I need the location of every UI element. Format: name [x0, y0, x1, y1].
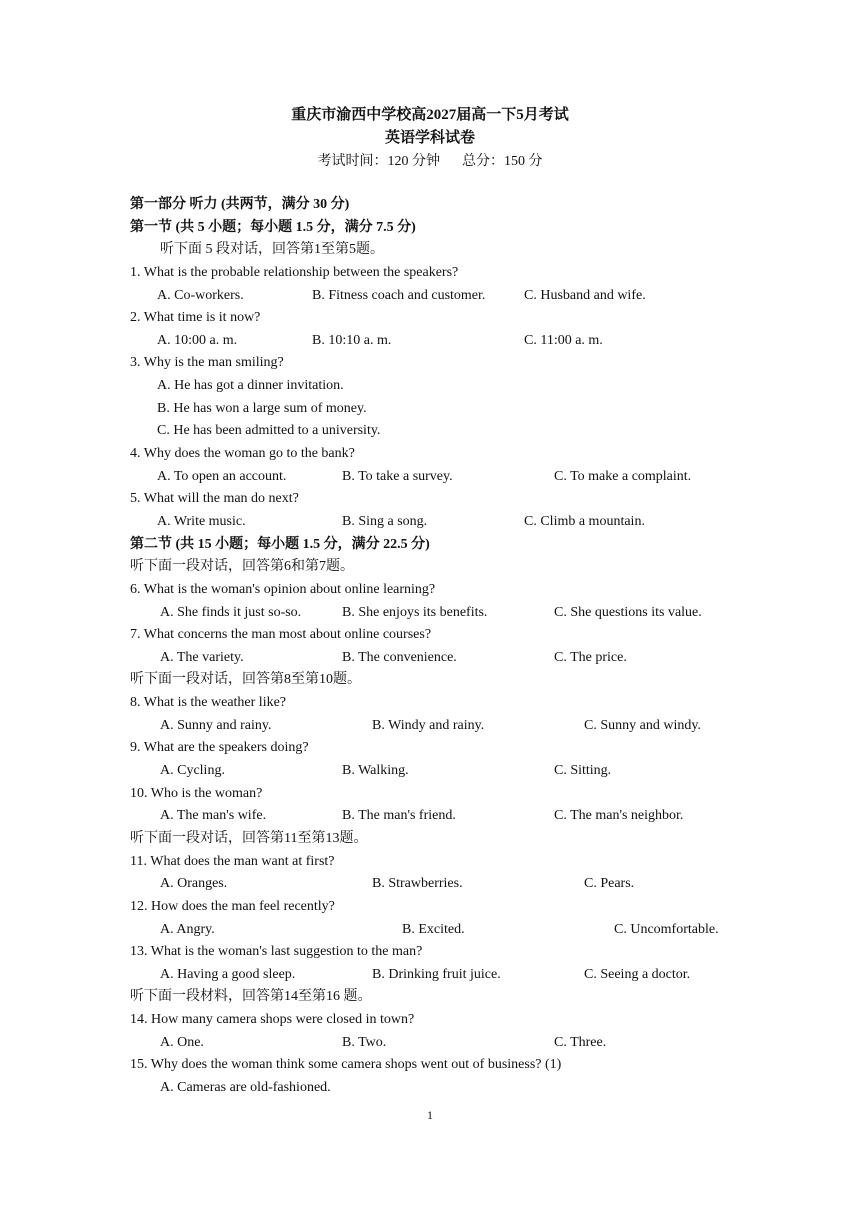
question-stem: 11. What does the man want at first?	[130, 853, 335, 869]
option-b: B. He has won a large sum of money.	[157, 400, 367, 416]
section-title: 第一节 (共 5 小题；每小题 1.5 分，满分 7.5 分)	[130, 219, 416, 235]
section-instruction: 听下面一段对话，回答第8至第10题。	[130, 672, 361, 688]
question-options	[130, 919, 750, 942]
option-a: A. Oranges.	[160, 876, 228, 892]
question-options	[130, 647, 750, 670]
option-a: A. Co-workers.	[157, 287, 244, 303]
option-b: B. The man's friend.	[342, 808, 456, 824]
question-stem: 9. What are the speakers doing?	[130, 740, 309, 756]
question-options	[130, 466, 750, 489]
question-options	[130, 964, 750, 987]
question-stem: 10. Who is the woman?	[130, 785, 263, 801]
question-stem: 15. Why does the woman think some camera shops went out of business? (1)	[130, 1057, 562, 1073]
option-a: A. The variety.	[160, 649, 244, 665]
question-options	[130, 511, 750, 534]
section-instruction: 听下面一段对话，回答第6和第7题。	[130, 559, 354, 575]
option-c: C. Three.	[554, 1034, 607, 1050]
option-c: C. Sunny and windy.	[584, 717, 701, 733]
exam-total-score: 总分：150 分	[462, 154, 543, 169]
exam-body	[130, 194, 750, 1100]
option-b: B. Windy and rainy.	[372, 717, 485, 733]
option-a: A. The man's wife.	[160, 808, 267, 824]
option-b: B. Two.	[342, 1034, 387, 1050]
option-a: A. Write music.	[157, 513, 246, 529]
option-c: C. To make a complaint.	[554, 468, 692, 484]
option-b: B. The convenience.	[342, 649, 457, 665]
exam-header	[0, 104, 860, 173]
question-stem: 4. Why does the woman go to the bank?	[130, 446, 355, 462]
section-instruction: 听下面一段材料，回答第14至第16 题。	[130, 989, 372, 1005]
option-a: A. Having a good sleep.	[160, 966, 296, 982]
option-b: B. She enjoys its benefits.	[342, 604, 488, 620]
option-b: B. To take a survey.	[342, 468, 453, 484]
question-options	[130, 715, 750, 738]
option-c: C. The man's neighbor.	[554, 808, 684, 824]
question-stem: 3. Why is the man smiling?	[130, 355, 284, 371]
question-options	[130, 602, 750, 625]
question-options	[130, 805, 750, 828]
option-c: C. Sitting.	[554, 763, 612, 779]
question-options	[130, 330, 750, 353]
option-c: C. 11:00 a. m.	[524, 332, 603, 348]
question-options	[130, 760, 750, 783]
page-number: 1	[427, 1108, 433, 1122]
option-b: B. Walking.	[342, 763, 409, 779]
option-b: B. Excited.	[402, 921, 465, 937]
option-c: C. He has been admitted to a university.	[157, 423, 381, 439]
section-title: 第二节 (共 15 小题；每小题 1.5 分，满分 22.5 分)	[130, 536, 430, 552]
question-stem: 14. How many camera shops were closed in town?	[130, 1012, 415, 1028]
option-c: C. The price.	[554, 649, 627, 665]
question-stem: 1. What is the probable relationship between the speakers?	[130, 264, 459, 280]
section-instruction: 听下面一段对话，回答第11至第13题。	[130, 830, 368, 846]
option-b: B. Sing a song.	[342, 513, 428, 529]
question-stem: 12. How does the man feel recently?	[130, 898, 335, 914]
option-b: B. Drinking fruit juice.	[372, 966, 501, 982]
option-a: A. She finds it just so-so.	[160, 604, 302, 620]
question-stem: 6. What is the woman's opinion about online learning?	[130, 581, 436, 597]
option-c: C. Pears.	[584, 876, 635, 892]
option-b: B. Strawberries.	[372, 876, 463, 892]
option-a: A. To open an account.	[157, 468, 287, 484]
option-c: C. Climb a mountain.	[524, 513, 645, 529]
option-a: A. Cycling.	[160, 763, 225, 779]
question-stem: 5. What will the man do next?	[130, 491, 299, 507]
exam-info	[0, 150, 860, 173]
option-a: A. 10:00 a. m.	[157, 332, 238, 348]
option-a: A. He has got a dinner invitation.	[157, 378, 344, 394]
question-options	[130, 873, 750, 896]
exam-title: 重庆市渝西中学校高2027届高一下5月考试	[291, 107, 569, 123]
option-a: A. Angry.	[160, 921, 215, 937]
question-stem: 7. What concerns the man most about online courses?	[130, 627, 432, 643]
question-options	[130, 285, 750, 308]
question-stem: 2. What time is it now?	[130, 310, 261, 326]
option-a: A. Cameras are old-fashioned.	[160, 1079, 331, 1095]
exam-subject: 英语学科试卷	[384, 130, 475, 146]
part-title: 第一部分 听力 (共两节，满分 30 分)	[130, 197, 350, 212]
option-c: C. Seeing a doctor.	[584, 966, 691, 982]
exam-time: 考试时间：120 分钟	[317, 154, 440, 169]
option-a: A. One.	[160, 1034, 204, 1050]
option-c: C. She questions its value.	[554, 604, 702, 620]
option-a: A. Sunny and rainy.	[160, 717, 272, 733]
option-b: B. Fitness coach and customer.	[312, 287, 486, 303]
section-instruction: 听下面 5 段对话，回答第1至第5题。	[160, 242, 384, 258]
option-b: B. 10:10 a. m.	[312, 332, 392, 348]
option-c: C. Husband and wife.	[524, 287, 646, 303]
question-options	[130, 1032, 750, 1055]
option-c: C. Uncomfortable.	[614, 921, 719, 937]
question-stem: 13. What is the woman's last suggestion to the man?	[130, 944, 423, 960]
question-stem: 8. What is the weather like?	[130, 695, 287, 711]
